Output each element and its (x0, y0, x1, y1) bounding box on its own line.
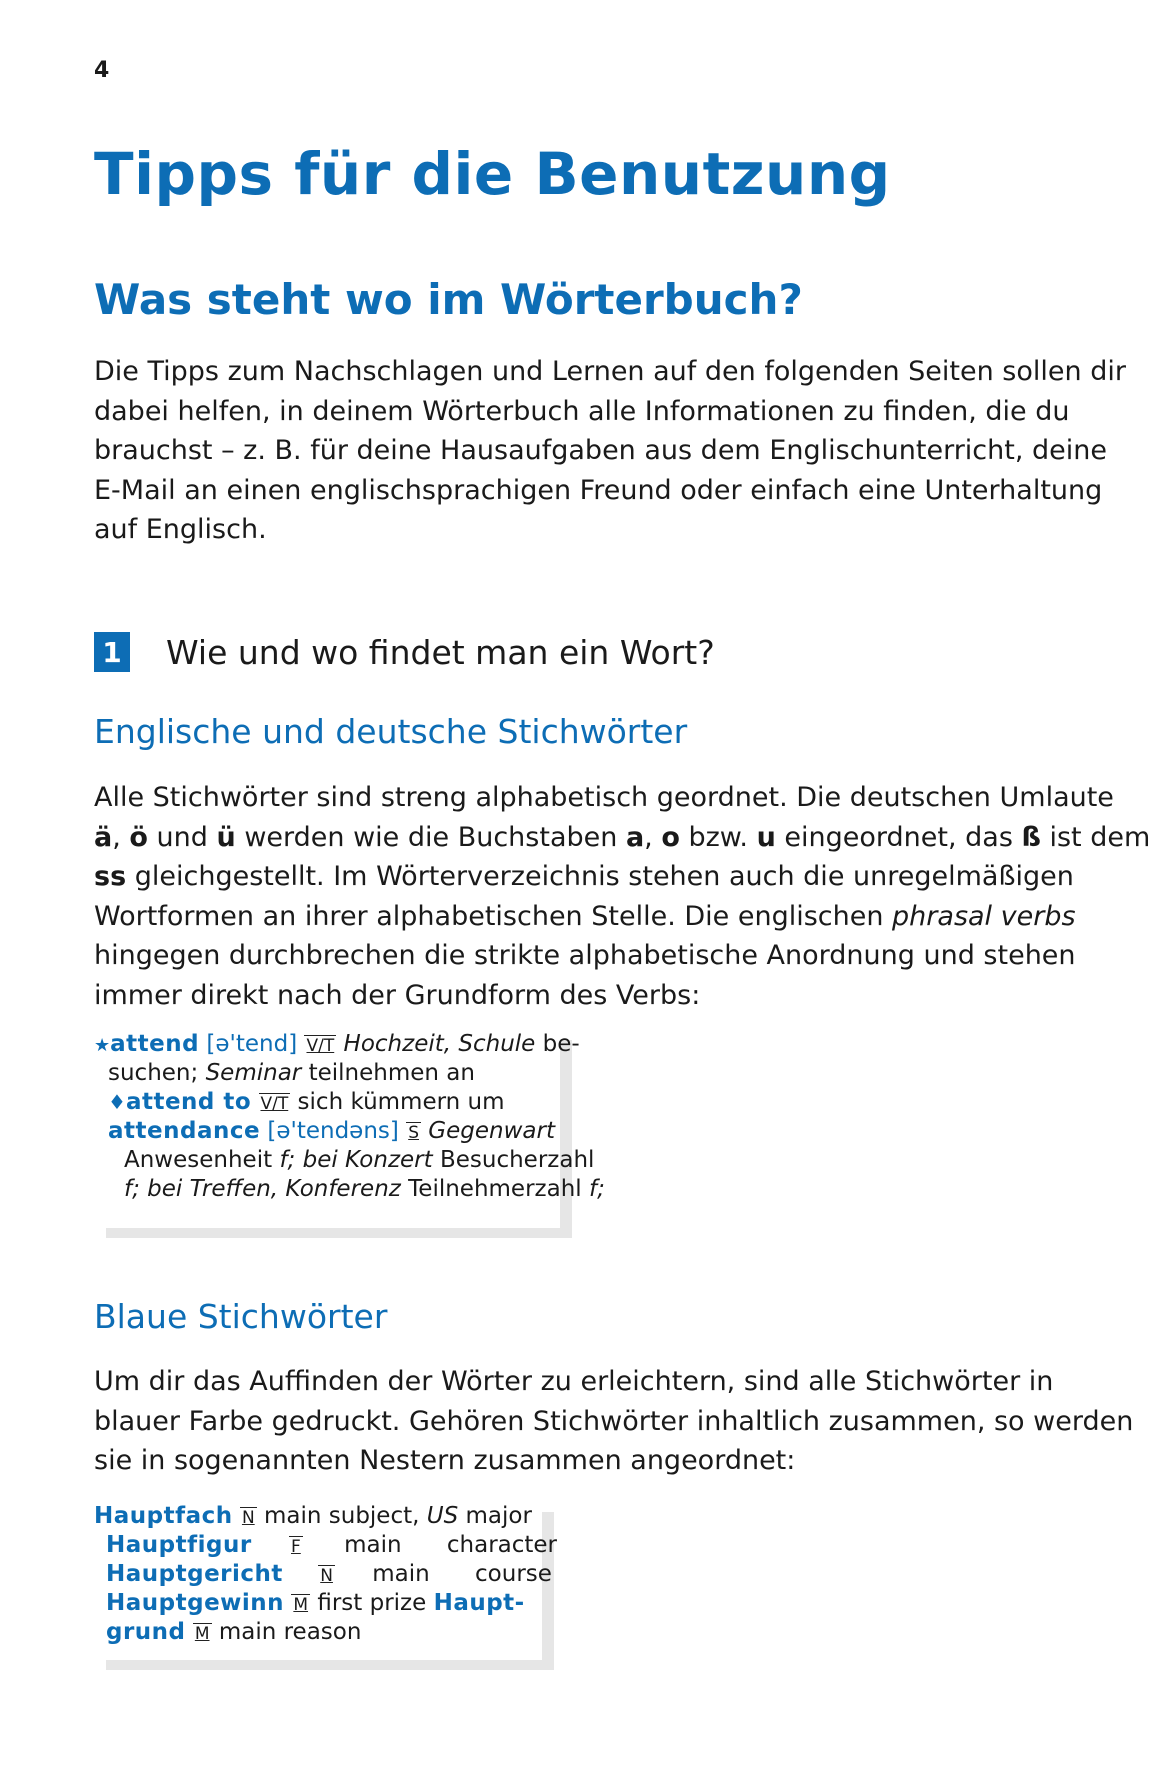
example-line (106, 1560, 552, 1591)
text-line (94, 857, 1074, 897)
example-line (124, 1146, 594, 1175)
context: Gegenwart (428, 1118, 555, 1144)
text-line: sie in sogenannten Nestern zusammen angeordnet: (94, 1445, 796, 1476)
example-line (106, 1589, 525, 1620)
translation: main subject, (256, 1503, 427, 1529)
umlaut-u: ü (216, 821, 236, 853)
phrasal-headword: attend to (125, 1089, 252, 1115)
translation: first prize (310, 1590, 434, 1616)
context: Hochzeit, Schule (343, 1031, 536, 1057)
grammar-label: M (194, 1624, 210, 1644)
text-line: Alle Stichwörter sind streng alphabetisch geordnet. Die deutschen Umlaute (94, 782, 1114, 813)
context: f; bei Konzert (279, 1147, 433, 1173)
phrasal-verbs-term: phrasal verbs (892, 900, 1076, 932)
letter-u: u (756, 821, 776, 853)
text-fragment: eingeordnet, das (775, 821, 1022, 853)
grammar-label: M (293, 1595, 309, 1615)
translation: teilnehmen an (301, 1060, 475, 1086)
grammar-label: V/T (260, 1094, 289, 1114)
translation: main reason (211, 1619, 362, 1645)
blue-headwords-paragraph (94, 1362, 1134, 1481)
subsection-heading-blue-headwords: Blaue Stichwörter (94, 1297, 388, 1336)
grammar-label: S (408, 1123, 419, 1143)
section-number-badge: 1 (94, 632, 130, 672)
headword: Hauptgericht (106, 1561, 283, 1587)
translation: main character (344, 1532, 558, 1558)
intro-line: brauchst – z. B. für deine Hausaufgaben aus dem Englischunterricht, deine (94, 435, 1107, 466)
phonetics: [ə'tendəns] (267, 1118, 399, 1144)
page-number: 4 (94, 58, 110, 83)
example-line (94, 1502, 532, 1533)
translation: suchen; (108, 1060, 206, 1086)
example-line (106, 1531, 557, 1562)
text-line: blauer Farbe gedruckt. Gehören Stichwörter inhaltlich zusammen, so werden (94, 1405, 1134, 1437)
grammar-label: V/T (306, 1036, 335, 1056)
text-line: immer direkt nach der Grundform des Verbs: (94, 979, 701, 1011)
intro-paragraph (94, 352, 1126, 550)
page-title: Tipps für die Benutzung (94, 140, 891, 208)
text-fragment: bzw. (679, 821, 757, 853)
example-line (124, 1175, 605, 1204)
text-line (94, 818, 1150, 858)
diamond-icon: ♦ (108, 1090, 126, 1114)
intro-line: Die Tipps zum Nachschlagen und Lernen auf den folgenden Seiten sollen dir (94, 356, 1126, 387)
page-subtitle: Was steht wo im Wörterbuch? (94, 275, 803, 324)
context: f; bei Treffen, Konferenz (124, 1176, 401, 1202)
star-icon: ★ (94, 1035, 111, 1056)
headword: attendance (108, 1118, 261, 1144)
gender-label: f; (589, 1176, 605, 1202)
section-heading (94, 632, 715, 672)
headword: Hauptgewinn (106, 1590, 285, 1616)
translation: sich kümmern um (290, 1089, 505, 1115)
headword: attend (110, 1031, 200, 1057)
alphabet-paragraph (94, 778, 1150, 1015)
intro-line: auf Englisch. (94, 514, 267, 545)
headword: Hauptfach (94, 1503, 233, 1529)
headword: Haupt- (433, 1590, 525, 1616)
letter-o: o (661, 821, 680, 853)
umlaut-o: ö (129, 821, 148, 853)
grammar-label: F (291, 1537, 301, 1557)
grammar-label: N (320, 1566, 333, 1586)
example-line (108, 1059, 475, 1088)
translation: major (458, 1503, 532, 1529)
example-line (108, 1088, 505, 1119)
text-fragment: Wortformen an ihrer alphabetischen Stelle. Die englischen (94, 900, 893, 932)
dictionary-example-haupt (94, 1502, 558, 1660)
text-fragment: ist dem (1040, 821, 1150, 853)
headword: grund (106, 1619, 186, 1645)
grammar-label: N (241, 1508, 255, 1528)
letter-eszett: ß (1021, 821, 1041, 853)
text-line (94, 897, 1076, 937)
translation: Teilnehmerzahl (400, 1176, 589, 1202)
text-fragment: gleichgestellt. Im Wörterverzeichnis stehen auch die unregelmäßigen (126, 861, 1074, 892)
section-title: Wie und wo findet man ein Wort? (166, 632, 715, 672)
dictionary-example-attend (94, 1030, 605, 1228)
example-line (106, 1618, 361, 1649)
text-fragment: und (147, 821, 217, 853)
text-fragment: werden wie die Buchstaben (235, 821, 626, 853)
subsection-heading-english-german: Englische und deutsche Stichwörter (94, 712, 688, 751)
translation: main course (372, 1561, 552, 1587)
example-line (94, 1030, 580, 1061)
intro-line: E-Mail an einen englischsprachigen Freund oder einfach eine Unterhaltung (94, 474, 1103, 506)
context: Seminar (205, 1060, 302, 1086)
translation: Anwesenheit (124, 1147, 280, 1173)
letters-ss: ss (94, 861, 127, 892)
translation: Besucherzahl (432, 1147, 595, 1173)
umlaut-a: ä (94, 821, 113, 853)
example-line (108, 1117, 555, 1148)
region-label: US (426, 1503, 459, 1529)
phonetics: [ə'tend] (206, 1031, 298, 1057)
translation: be- (535, 1031, 580, 1057)
text-fragment: , (644, 821, 662, 853)
letter-a: a (625, 821, 645, 853)
intro-line: dabei helfen, in deinem Wörterbuch alle Informationen zu finden, die du (94, 395, 1070, 427)
headword: Hauptfigur (106, 1532, 252, 1558)
text-fragment: , (112, 821, 130, 853)
text-line: Um dir das Auffinden der Wörter zu erleichtern, sind alle Stichwörter in (94, 1366, 1054, 1397)
text-line: hingegen durchbrechen die strikte alphabetische Anordnung und stehen (94, 940, 1076, 971)
